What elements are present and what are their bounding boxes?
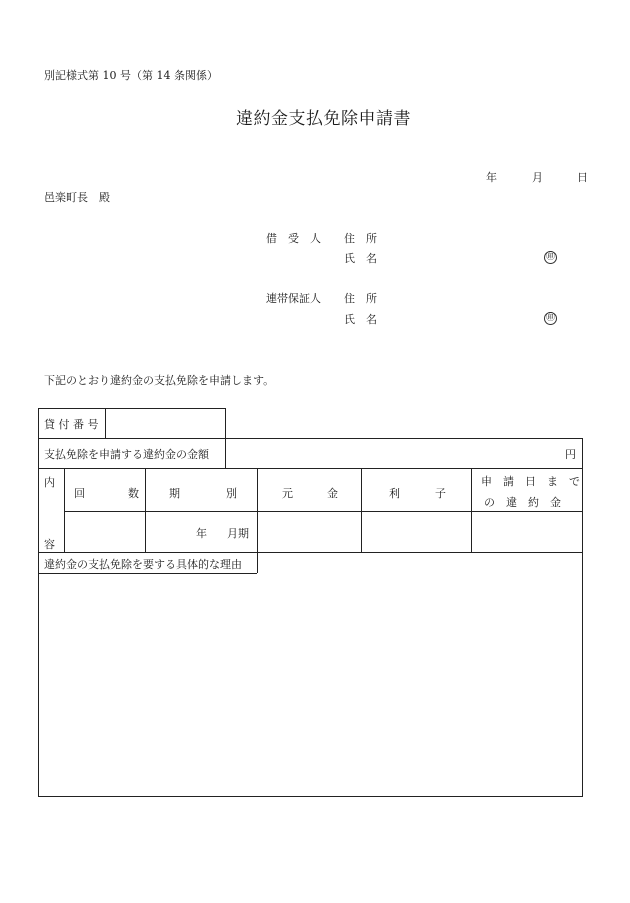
table-line bbox=[471, 468, 472, 552]
form-number: 別記様式第 10 号（第 14 条関係） bbox=[44, 69, 218, 82]
guarantor-name-label: 氏 名 bbox=[344, 313, 377, 326]
loan-number-label: 貸 付 番 号 bbox=[44, 418, 99, 431]
document-title: 違約金支払免除申請書 bbox=[236, 109, 411, 129]
table-line bbox=[64, 468, 65, 552]
column-principal-label-a: 元 bbox=[282, 487, 293, 500]
table-line bbox=[38, 468, 583, 469]
table-line bbox=[38, 552, 583, 553]
row-period-year-label: 年 bbox=[196, 527, 207, 540]
table-line bbox=[38, 796, 583, 797]
borrower-role-label: 借 受 人 bbox=[266, 232, 321, 245]
column-interest-label-b: 子 bbox=[435, 487, 446, 500]
table-line bbox=[582, 438, 583, 797]
reason-label: 違約金の支払免除を要する具体的な理由 bbox=[44, 558, 242, 571]
table-line bbox=[145, 468, 146, 552]
table-line bbox=[64, 511, 583, 512]
table-line bbox=[225, 438, 226, 468]
table-line bbox=[38, 408, 225, 409]
table-line bbox=[38, 408, 39, 797]
column-principal-label-b: 金 bbox=[327, 487, 338, 500]
column-penalty-label-line1: 申 請 日 ま で bbox=[481, 475, 580, 488]
date-year-label: 年 bbox=[486, 171, 497, 184]
table-line bbox=[38, 438, 583, 439]
guarantor-seal-icon: ㊞ bbox=[545, 313, 555, 323]
addressee: 邑楽町長 殿 bbox=[44, 191, 110, 204]
content-label-top: 内 bbox=[44, 476, 55, 489]
borrower-address-label: 住 所 bbox=[344, 232, 377, 245]
column-count-label-a: 回 bbox=[74, 487, 85, 500]
date-month-label: 月 bbox=[532, 171, 543, 184]
guarantor-role-label: 連帯保証人 bbox=[266, 292, 321, 305]
yen-unit-label: 円 bbox=[565, 448, 576, 461]
column-period-label-a: 期 bbox=[169, 487, 180, 500]
column-period-label-b: 別 bbox=[226, 487, 237, 500]
table-line bbox=[225, 408, 226, 438]
table-line bbox=[361, 468, 362, 552]
table-line bbox=[105, 408, 106, 438]
exemption-amount-label: 支払免除を申請する違約金の金額 bbox=[44, 448, 209, 461]
guarantor-address-label: 住 所 bbox=[344, 292, 377, 305]
table-line bbox=[38, 573, 257, 574]
row-period-month-label: 月期 bbox=[227, 527, 249, 540]
borrower-name-label: 氏 名 bbox=[344, 252, 377, 265]
column-count-label-b: 数 bbox=[128, 487, 139, 500]
table-line bbox=[257, 552, 258, 573]
column-interest-label-a: 利 bbox=[389, 487, 400, 500]
borrower-seal-icon: ㊞ bbox=[545, 252, 555, 262]
request-statement: 下記のとおり違約金の支払免除を申請します。 bbox=[44, 374, 275, 387]
column-penalty-label-line2: の 違 約 金 bbox=[484, 496, 561, 509]
content-label-bottom: 容 bbox=[44, 538, 55, 551]
date-day-label: 日 bbox=[577, 171, 588, 184]
table-line bbox=[257, 468, 258, 552]
